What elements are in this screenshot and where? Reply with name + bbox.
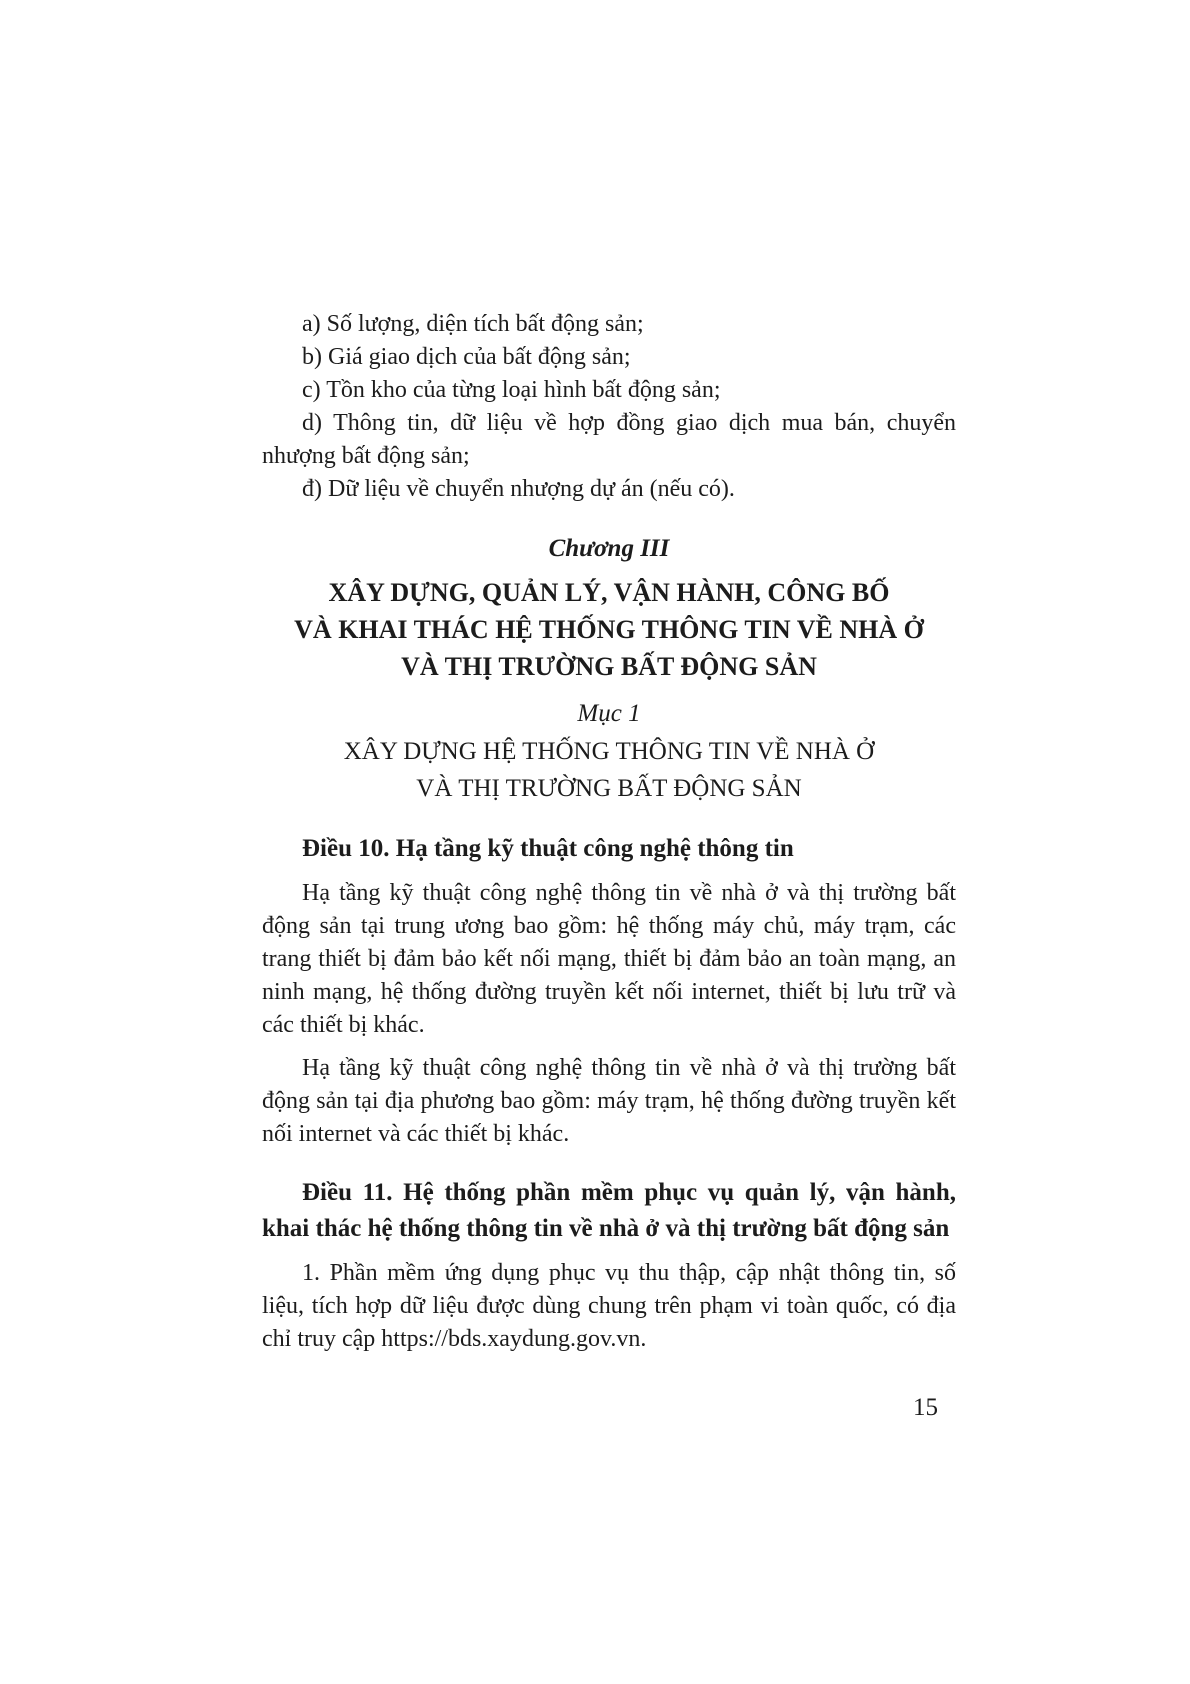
article-11-paragraph-1: 1. Phần mềm ứng dụng phục vụ thu thập, cập nhật thông tin, số liệu, tích hợp dữ liệu được dùng chung trên phạm vi toàn quốc, có địa chỉ truy cập https://bds.xaydung.gov.vn. — [262, 1260, 956, 1352]
chapter-title — [262, 574, 956, 685]
list-item-d: d) Thông tin, dữ liệu về hợp đồng giao dịch mua bán, chuyển nhượng bất động sản; — [262, 410, 956, 469]
list-item-b: b) Giá giao dịch của bất động sản; — [302, 344, 631, 370]
article-11-heading: Điều 11. Hệ thống phần mềm phục vụ quản lý, vận hành, khai thác hệ thống thông tin về nhà ở và thị trường bất động sản — [262, 1179, 956, 1242]
section-title — [262, 733, 956, 807]
chapter-title-line-3: VÀ THỊ TRƯỜNG BẤT ĐỘNG SẢN — [401, 652, 817, 681]
page-content — [262, 308, 956, 1356]
article-10-paragraph-2: Hạ tầng kỹ thuật công nghệ thông tin về nhà ở và thị trường bất động sản tại địa phương bao gồm: máy trạm, hệ thống đường truyền kết nối internet và các thiết bị khác. — [262, 1055, 956, 1147]
chapter-title-line-1: XÂY DỰNG, QUẢN LÝ, VẬN HÀNH, CÔNG BỐ — [328, 578, 890, 607]
chapter-title-line-2: VÀ KHAI THÁC HỆ THỐNG THÔNG TIN VỀ NHÀ Ở — [294, 615, 924, 644]
list-item-c: c) Tồn kho của từng loại hình bất động sản; — [302, 377, 721, 403]
article-10-paragraph-1: Hạ tầng kỹ thuật công nghệ thông tin về nhà ở và thị trường bất động sản tại trung ương bao gồm: hệ thống máy chủ, máy trạm, các trang thiết bị đảm bảo kết nối mạng, thiết bị đảm bảo an toàn mạng, an ninh mạng, hệ thống đường truyền kết nối internet, thiết bị lưu trữ và các thiết bị khác. — [262, 880, 956, 1038]
chapter-label: Chương III — [548, 535, 670, 562]
section-title-line-1: XÂY DỰNG HỆ THỐNG THÔNG TIN VỀ NHÀ Ở — [343, 738, 875, 765]
list-item-a: a) Số lượng, diện tích bất động sản; — [302, 311, 644, 337]
section-title-line-2: VÀ THỊ TRƯỜNG BẤT ĐỘNG SẢN — [416, 775, 802, 802]
page-number: 15 — [913, 1394, 938, 1421]
article-10-heading: Điều 10. Hạ tầng kỹ thuật công nghệ thông tin — [302, 835, 794, 862]
list-item-dd: đ) Dữ liệu về chuyển nhượng dự án (nếu có). — [302, 476, 735, 502]
section-label: Mục 1 — [577, 700, 641, 727]
